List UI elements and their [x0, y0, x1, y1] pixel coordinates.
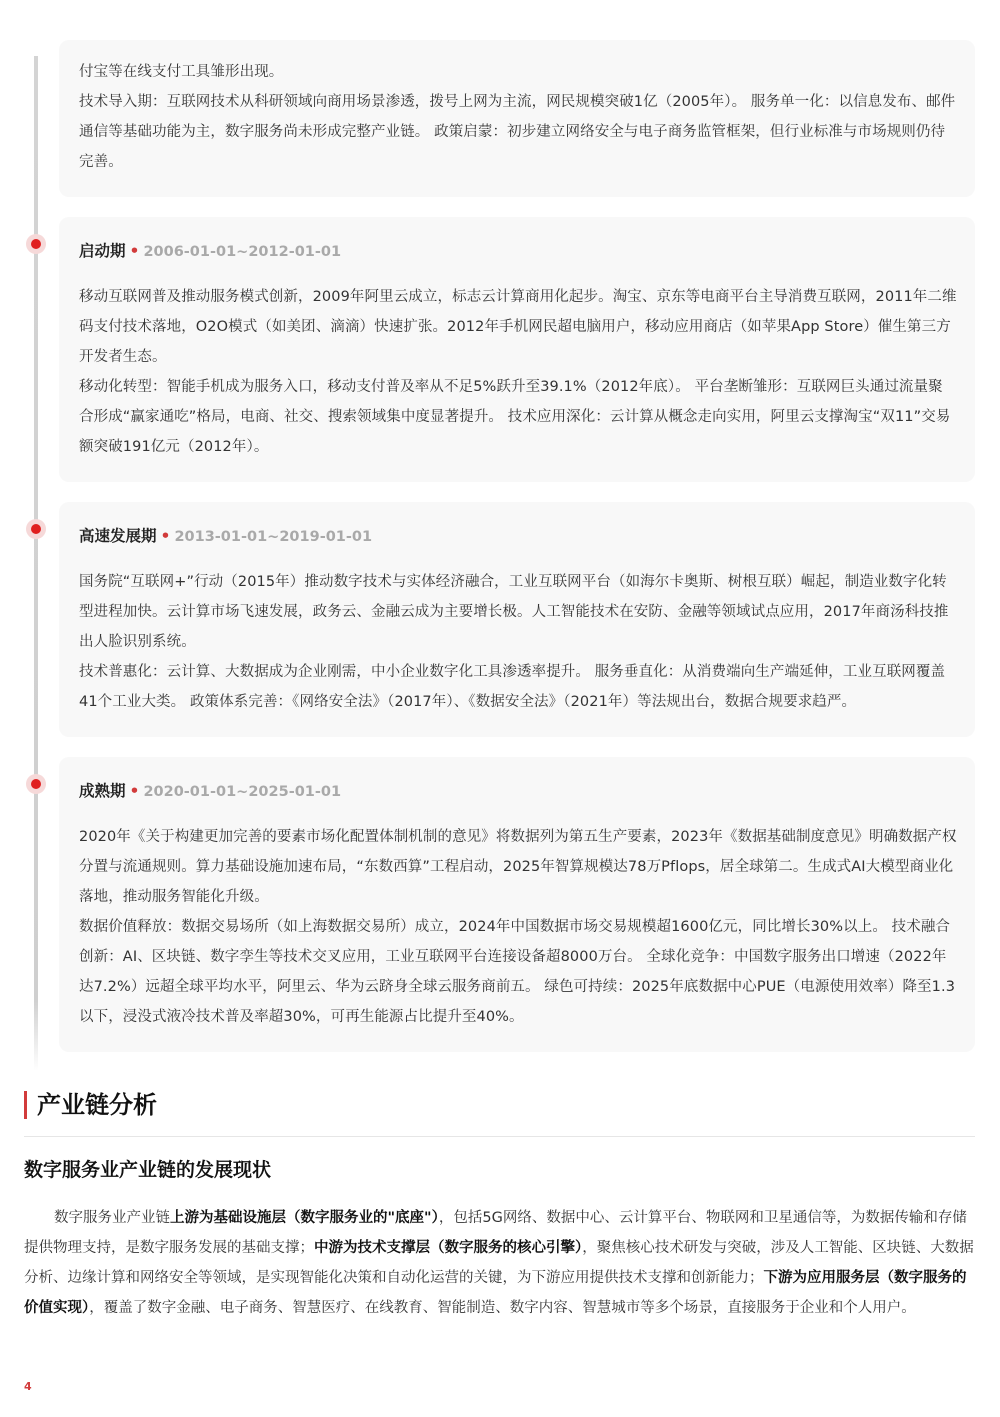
card-paragraph: 移动互联网普及推动服务模式创新，2009年阿里云成立，标志云计算商用化起步。淘宝、京东等电商平台主导消费互联网，2011年二维码支付技术落地，O2O模式（如美团、滴滴）快速扩张。2012年手机网民超电脑用户，移动应用商店（如苹果App Store）催生第三方开发者生态。 [79, 289, 957, 365]
phase-name: 启动期 [79, 242, 126, 260]
section-body [24, 1203, 976, 1323]
phase-header [79, 524, 372, 546]
card-paragraph: 国务院“互联网+”行动（2015年）推动数字技术与实体经济融合，工业互联网平台（如海尔卡奥斯、树根互联）崛起，制造业数字化转型进程加快。云计算市场飞速发展，政务云、金融云成为主要增长极。人工智能技术在安防、金融等领域试点应用，2017年商汤科技推出人脸识别系统。 [79, 574, 949, 650]
phase-dates: 2020-01-01~2025-01-01 [143, 784, 342, 800]
card-paragraph: 技术导入期：互联网技术从科研领域向商用场景渗透，拨号上网为主流，网民规模突破1亿（2005年）。 服务单一化：以信息发布、邮件通信等基础功能为主，数字服务尚未形成完整产业链。 政策启蒙：初步建立网络安全与电子商务监管框架，但行业标准与市场规则仍待完善。 [79, 94, 956, 170]
phase-dates: 2013-01-01~2019-01-01 [174, 529, 373, 545]
timeline-card-intro [59, 40, 975, 197]
timeline-dot [26, 774, 46, 794]
card-paragraph: 付宝等在线支付工具雏形出现。 [79, 64, 284, 80]
timeline-dot [26, 519, 46, 539]
phase-dates: 2006-01-01~2012-01-01 [143, 244, 342, 260]
body-bold-run: 中游为技术支撑层（数字服务的核心引擎） [314, 1240, 583, 1256]
phase-header [79, 779, 341, 801]
body-text-run: 数字服务业产业链 [54, 1210, 170, 1226]
section-subtitle: 数字服务业产业链的发展现状 [24, 1159, 272, 1181]
page-number: 4 [24, 1380, 32, 1393]
body-text-run: ，覆盖了数字金融、电子商务、智慧医疗、在线教育、智能制造、数字内容、智慧城市等多个场景，直接服务于企业和个人用户。 [89, 1300, 916, 1316]
phase-name: 高速发展期 [79, 527, 157, 545]
body-text-run: ，包括5G网络、数据中心、云计算平台、物联网和卫星通信等，为数据传输和存储提供物理支持，是数字服务发展的基础支撑； [24, 1210, 967, 1256]
body-bold-run: 下游为应用服务层（数字服务的价值实现） [24, 1270, 967, 1316]
phase-header [79, 239, 341, 261]
section-title: 产业链分析 [24, 1091, 157, 1119]
timeline-card-rapid-growth [59, 502, 975, 737]
timeline-card-mature [59, 757, 975, 1052]
phase-separator: • [160, 527, 171, 545]
body-text-run: ，聚焦核心技术研发与突破，涉及人工智能、区块链、大数据分析、边缘计算和网络安全等领域，是实现智能化决策和自动化运营的关键，为下游应用提供技术支撑和创新能力； [24, 1240, 974, 1286]
phase-separator: • [129, 782, 140, 800]
card-paragraph: 技术普惠化：云计算、大数据成为企业刚需，中小企业数字化工具渗透率提升。 服务垂直化：从消费端向生产端延伸，工业互联网覆盖41个工业大类。 政策体系完善：《网络安全法》（2017年）、《数据安全法》（2021年）等法规出台，数据合规要求趋严。 [79, 664, 946, 710]
card-paragraph: 数据价值释放：数据交易场所（如上海数据交易所）成立，2024年中国数据市场交易规模超1600亿元，同比增长30%以上。 技术融合创新：AI、区块链、数字孪生等技术交叉应用，工业互联网平台连接设备超8000万台。 全球化竞争：中国数字服务出口增速（2022年达7.2%）远超全球平均水平，阿里云、华为云跻身全球云服务商前五。 绿色可持续：2025年底数据中心PUE（电源使用效率）降至1.3以下，浸没式液冷技术普及率超30%，可再生能源占比提升至40%。 [79, 919, 956, 1025]
timeline-card-startup [59, 217, 975, 482]
card-paragraph: 2020年《关于构建更加完善的要素市场化配置体制机制的意见》将数据列为第五生产要素，2023年《数据基础制度意见》明确数据产权分置与流通规则。算力基础设施加速布局，“东数西算”工程启动，2025年智算规模达78万Pflops，居全球第二。生成式AI大模型商业化落地，推动服务智能化升级。 [79, 829, 957, 905]
timeline-line [34, 56, 38, 1071]
timeline-dot [26, 234, 46, 254]
phase-separator: • [129, 242, 140, 260]
card-paragraph: 移动化转型：智能手机成为服务入口，移动支付普及率从不足5%跃升至39.1%（2012年底）。 平台垄断雏形：互联网巨头通过流量聚合形成“赢家通吃”格局，电商、社交、搜索领域集中度显著提升。 技术应用深化：云计算从概念走向实用，阿里云支撑淘宝“双11”交易额突破191亿元（2012年）。 [79, 379, 951, 455]
body-bold-run: 上游为基础设施层（数字服务业的"底座"） [170, 1210, 439, 1226]
phase-name: 成熟期 [79, 782, 126, 800]
section-divider [24, 1136, 975, 1137]
